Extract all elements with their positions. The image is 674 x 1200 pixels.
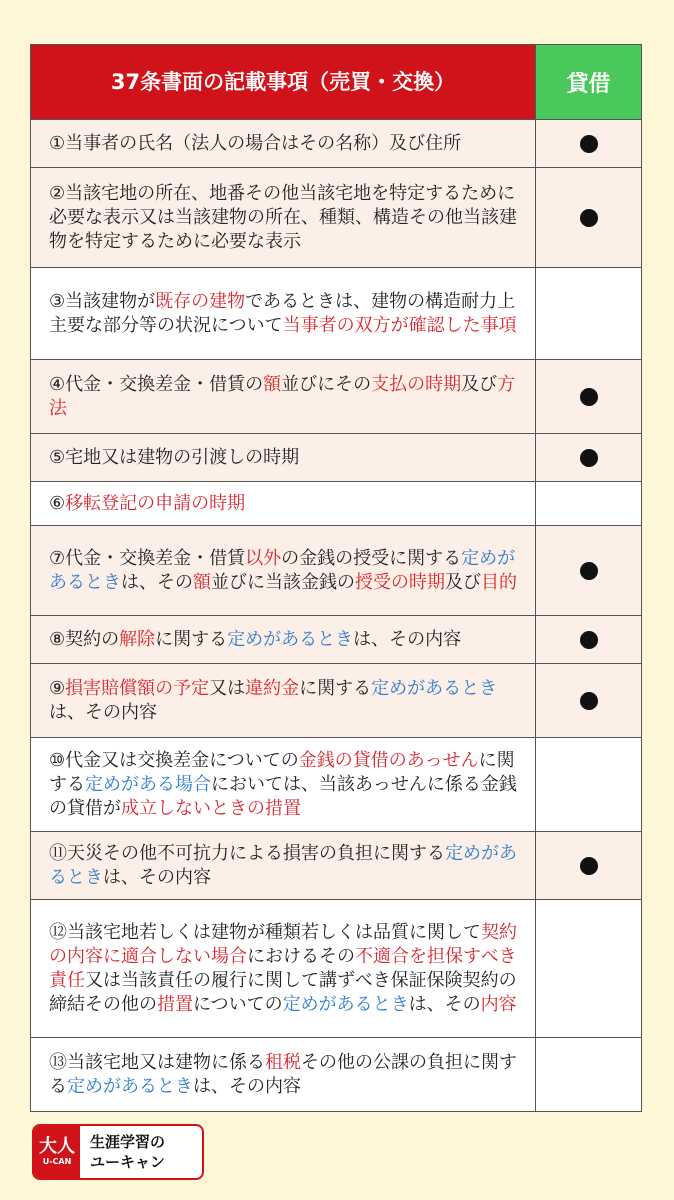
- table-row: [31, 481, 641, 525]
- row-text: [31, 268, 536, 359]
- row-text-segment: その他の公課の負担に関する: [49, 1051, 517, 1097]
- logo-text: [80, 1126, 202, 1178]
- row-text-content: [49, 547, 529, 595]
- row-mark-cell: [536, 900, 641, 1037]
- table-row: [31, 119, 641, 167]
- row-text: [31, 434, 536, 481]
- emphasis-blue-text: 定めがあるとき: [49, 547, 516, 593]
- row-text-content: [49, 132, 461, 156]
- row-text-content: [49, 1051, 529, 1099]
- table-row: [31, 663, 641, 737]
- row-text-content: [49, 492, 245, 516]
- row-mark-cell: [536, 832, 641, 899]
- row-mark-cell: [536, 526, 641, 615]
- row-text-segment: ⑬当該宅地又は建物に係る: [49, 1051, 265, 1073]
- row-text-segment: ⑩代金又は交換差金についての: [49, 749, 299, 771]
- bullet-dot-icon: [580, 562, 598, 580]
- row-text: [31, 526, 536, 615]
- emphasis-red-text: 目的: [481, 571, 517, 593]
- row-text-segment: においては、当該あっせんに係る金銭の貸借が: [49, 773, 517, 819]
- row-text: [31, 482, 536, 525]
- row-mark-cell: [536, 360, 641, 433]
- emphasis-red-text: 契約の内容に適合しない場合: [49, 921, 517, 967]
- row-text-content: [49, 921, 529, 1017]
- emphasis-red-text: 授受の時期: [355, 571, 445, 593]
- row-text-segment: に関する: [299, 677, 372, 699]
- emphasis-red-text: 内容: [480, 993, 517, 1015]
- row-mark-cell: [536, 1038, 641, 1111]
- row-text-segment: は、その: [121, 571, 193, 593]
- row-text-segment: ⑤宅地又は建物の引渡しの時期: [49, 446, 300, 468]
- row-text-content: [49, 749, 529, 821]
- row-text-segment: の金銭の授受に関する: [281, 547, 462, 569]
- ucan-logo: [32, 1124, 204, 1180]
- row-text-segment: ⑪天災その他不可抗力による損害の負担に関する: [49, 842, 445, 864]
- row-text-segment: は、その内容: [49, 701, 157, 723]
- table-row: [31, 167, 641, 267]
- ucan-mark-icon: [34, 1126, 80, 1178]
- logo-mark-sub: U-CAN: [42, 1157, 72, 1166]
- table-row: [31, 525, 641, 615]
- bullet-dot-icon: [580, 631, 598, 649]
- row-text-segment: ⑧契約の: [49, 628, 120, 650]
- emphasis-red-text: 損害賠償額の予定: [65, 677, 210, 699]
- table-row: [31, 899, 641, 1037]
- table-header: [31, 45, 641, 119]
- column-label-lease: 貸借: [536, 45, 641, 119]
- row-mark-cell: [536, 616, 641, 663]
- row-text-segment: は、その内容: [103, 866, 211, 888]
- table-row: [31, 359, 641, 433]
- logo-line1: 生涯学習の: [90, 1133, 166, 1151]
- row-text-segment: ①当事者の氏名（法人の場合はその名称）及び住所: [49, 132, 462, 154]
- emphasis-red-text: 租税: [265, 1051, 301, 1073]
- row-mark-cell: [536, 168, 641, 267]
- emphasis-blue-text: 定めがあるとき: [227, 628, 354, 650]
- emphasis-red-text: 支払の時期: [371, 373, 462, 395]
- emphasis-blue-text: 定めがあるとき: [371, 677, 498, 699]
- row-text-segment: 及び: [445, 571, 481, 593]
- row-text-content: [49, 628, 461, 652]
- row-mark-cell: [536, 482, 641, 525]
- row-mark-cell: [536, 738, 641, 831]
- row-text-segment: は、その内容: [353, 628, 462, 650]
- items-table: [30, 44, 642, 1112]
- emphasis-red-text: 額: [193, 571, 211, 593]
- emphasis-red-text: 移転登記の申請の時期: [65, 492, 246, 514]
- table-row: [31, 267, 641, 359]
- row-text: [31, 1038, 536, 1111]
- row-text-content: [49, 842, 529, 890]
- row-mark-cell: [536, 664, 641, 737]
- row-text: [31, 664, 536, 737]
- row-text-content: [49, 373, 529, 421]
- row-text: [31, 168, 536, 267]
- row-text-segment: に関する: [49, 749, 515, 795]
- row-text-segment: ⑫当該宅地若しくは建物が種類若しくは品質に関して: [49, 921, 481, 943]
- row-mark-cell: [536, 268, 641, 359]
- emphasis-blue-text: 定めがあるとき: [49, 842, 517, 888]
- row-text: [31, 120, 536, 167]
- emphasis-blue-text: 定めがあるとき: [67, 1075, 193, 1097]
- row-text-segment: 又は当該責任の履行に関して講ずべき保証保険契約の締結その他の: [49, 969, 517, 1015]
- emphasis-blue-text: 定めがあるとき: [282, 993, 409, 1015]
- bullet-dot-icon: [580, 388, 598, 406]
- row-text-segment: ⑦代金・交換差金・借賃: [49, 547, 246, 569]
- row-text-segment: ③当該建物が: [49, 290, 156, 312]
- row-text-segment: ②当該宅地の所在、地番その他当該宅地を特定するために必要な表示又は当該建物の所在、種類、構造その他当該建物を特定するために必要な表示: [49, 182, 517, 252]
- row-text: [31, 900, 536, 1037]
- row-text-segment: 又は: [209, 677, 246, 699]
- table-title: 37条書面の記載事項（売買・交換）: [31, 45, 536, 119]
- row-text-content: [49, 290, 529, 338]
- row-mark-cell: [536, 120, 641, 167]
- row-text-segment: ⑥: [49, 492, 66, 514]
- row-text-content: [49, 446, 299, 470]
- table-row: [31, 737, 641, 831]
- row-text-segment: 並びに当該金銭の: [211, 571, 355, 593]
- row-text: [31, 738, 536, 831]
- emphasis-red-text: 不適合を担保すべき責任: [49, 945, 517, 991]
- emphasis-red-text: 違約金: [245, 677, 300, 699]
- emphasis-red-text: 以外: [245, 547, 282, 569]
- emphasis-red-text: 措置: [157, 993, 193, 1015]
- emphasis-blue-text: 定めがある場合: [85, 773, 211, 795]
- table-row: [31, 831, 641, 899]
- bullet-dot-icon: [580, 209, 598, 227]
- row-text-segment: についての: [193, 993, 283, 1015]
- row-text-segment: 並びにその: [281, 373, 372, 395]
- row-text-segment: 及び: [461, 373, 498, 395]
- row-text: [31, 832, 536, 899]
- logo-line2: ユーキャン: [90, 1153, 166, 1171]
- emphasis-red-text: 金銭の貸借のあっせん: [298, 749, 479, 771]
- emphasis-red-text: 方法: [49, 373, 516, 419]
- row-text: [31, 616, 536, 663]
- emphasis-red-text: 既存の建物: [155, 290, 246, 312]
- row-text-segment: であるときは、建物の構造耐力上主要な部分等の状況について: [49, 290, 516, 336]
- row-text-segment: ⑨: [49, 677, 66, 699]
- bullet-dot-icon: [580, 692, 598, 710]
- emphasis-red-text: 解除: [119, 628, 156, 650]
- bullet-dot-icon: [580, 857, 598, 875]
- table-row: [31, 615, 641, 663]
- row-text-content: [49, 677, 529, 725]
- row-text-segment: ④代金・交換差金・借賃の: [49, 373, 264, 395]
- emphasis-red-text: 成立しないときの措置: [121, 797, 301, 819]
- bullet-dot-icon: [580, 135, 598, 153]
- row-text-segment: に関する: [155, 628, 228, 650]
- row-text-segment: におけるその: [247, 945, 355, 967]
- table-row: [31, 1037, 641, 1111]
- table-row: [31, 433, 641, 481]
- logo-mark-glyph: 大人: [39, 1136, 75, 1157]
- row-text-content: [49, 182, 529, 254]
- row-text: [31, 360, 536, 433]
- row-text-segment: は、その内容: [193, 1075, 301, 1097]
- row-mark-cell: [536, 434, 641, 481]
- bullet-dot-icon: [580, 449, 598, 467]
- emphasis-red-text: 当事者の双方が確認した事項: [282, 314, 517, 336]
- emphasis-red-text: 額: [263, 373, 282, 395]
- row-text-segment: は、その: [408, 993, 481, 1015]
